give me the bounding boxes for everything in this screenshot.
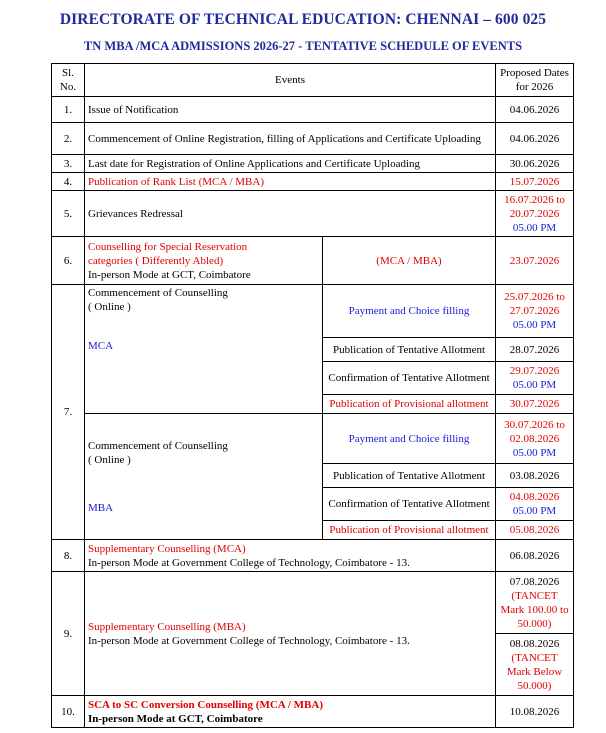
row-sl: 7. bbox=[52, 285, 85, 540]
date-time: 05.00 PM bbox=[512, 505, 557, 517]
table-row bbox=[52, 572, 574, 634]
row-date: 04.06.2026 bbox=[496, 123, 574, 155]
row-event bbox=[85, 572, 496, 696]
row-sl: 9. bbox=[52, 572, 85, 696]
mba-confirm: Confirmation of Tentative Allotment bbox=[323, 488, 496, 521]
row-date-a bbox=[496, 572, 574, 634]
mca-counselling-cell bbox=[85, 285, 323, 414]
row-event bbox=[85, 540, 496, 572]
mba-provisional-date: 05.08.2026 bbox=[496, 521, 574, 540]
date-line: 29.07.2026 bbox=[509, 365, 560, 377]
date-note: 50.000) bbox=[517, 679, 552, 692]
event-mode: In-person Mode at GCT, Coimbatore bbox=[88, 712, 263, 725]
row-sl: 8. bbox=[52, 540, 85, 572]
date-note: Mark 100.00 to bbox=[500, 603, 569, 616]
date-note: (TANCET bbox=[511, 651, 558, 664]
mca-tentative: Publication of Tentative Allotment bbox=[323, 338, 496, 362]
date-line: 02.08.2026 bbox=[509, 432, 560, 445]
mba-payment-date bbox=[496, 414, 574, 464]
mba-tentative: Publication of Tentative Allotment bbox=[323, 464, 496, 488]
event-mode: In-person Mode at Government College of Technology, Coimbatore - 13. bbox=[88, 634, 410, 647]
row-sl: 2. bbox=[52, 123, 85, 155]
row-event bbox=[85, 237, 323, 285]
row-event: Issue of Notification bbox=[85, 97, 496, 123]
date-time: 05.00 PM bbox=[512, 379, 557, 391]
date-time: 05.00 PM bbox=[512, 446, 557, 459]
date-line: 27.07.2026 bbox=[509, 305, 560, 317]
header-sl-no bbox=[52, 64, 85, 97]
event-mode: In-person Mode at GCT, Coimbatore bbox=[88, 268, 251, 281]
table-row bbox=[52, 540, 574, 572]
table-row bbox=[52, 123, 574, 155]
mca-confirm-date bbox=[496, 362, 574, 395]
date-line: 30.07.2026 to bbox=[504, 418, 565, 431]
row-event bbox=[85, 696, 496, 728]
row-date: 15.07.2026 bbox=[496, 173, 574, 191]
row-date-b bbox=[496, 634, 574, 696]
mba-commence-mode: ( Online ) bbox=[88, 454, 131, 466]
mca-payment: Payment and Choice filling bbox=[323, 285, 496, 338]
mba-tentative-date: 03.08.2026 bbox=[496, 464, 574, 488]
row-date: 30.06.2026 bbox=[496, 155, 574, 173]
table-row bbox=[52, 155, 574, 173]
date-line: 07.08.2026 bbox=[509, 575, 560, 588]
event-line: Supplementary Counselling (MBA) bbox=[88, 620, 246, 633]
row-date: 10.08.2026 bbox=[496, 696, 574, 728]
row-event: Grievances Redressal bbox=[85, 191, 496, 237]
row-course: (MCA / MBA) bbox=[323, 237, 496, 285]
header-events: Events bbox=[85, 64, 496, 97]
mca-tentative-date: 28.07.2026 bbox=[496, 338, 574, 362]
table-row bbox=[52, 696, 574, 728]
mca-provisional: Publication of Provisional allotment bbox=[323, 395, 496, 414]
mba-payment: Payment and Choice filling bbox=[323, 414, 496, 464]
event-line: Supplementary Counselling (MCA) bbox=[88, 542, 246, 555]
mca-label: MCA bbox=[88, 340, 114, 352]
table-row bbox=[52, 237, 574, 285]
page-title: DIRECTORATE OF TECHNICAL EDUCATION: CHENNAI – 600 025 bbox=[59, 11, 547, 28]
header-dates bbox=[496, 64, 574, 97]
row-event: Publication of Rank List (MCA / MBA) bbox=[85, 173, 496, 191]
table-header-row bbox=[52, 64, 574, 97]
table-row bbox=[52, 173, 574, 191]
date-line: 16.07.2026 to bbox=[504, 193, 565, 206]
mca-confirm: Confirmation of Tentative Allotment bbox=[323, 362, 496, 395]
header-no: No. bbox=[59, 81, 77, 93]
schedule-table bbox=[51, 63, 574, 728]
event-line: categories ( Differently Abled) bbox=[88, 254, 224, 267]
page-subtitle: TN MBA /MCA ADMISSIONS 2026-27 - TENTATIVE SCHEDULE OF EVENTS bbox=[83, 39, 523, 53]
date-note: (TANCET bbox=[511, 589, 558, 602]
table-row bbox=[52, 97, 574, 123]
row-sl: 10. bbox=[52, 696, 85, 728]
date-note: 50.000) bbox=[517, 617, 552, 630]
row-date: 06.08.2026 bbox=[496, 540, 574, 572]
date-note: Mark Below bbox=[506, 665, 563, 678]
mca-payment-date bbox=[496, 285, 574, 338]
table-row bbox=[52, 285, 574, 338]
row-sl: 3. bbox=[52, 155, 85, 173]
row-sl: 4. bbox=[52, 173, 85, 191]
date-line: 20.07.2026 bbox=[509, 207, 560, 220]
header-sl: Sl. bbox=[62, 67, 74, 79]
date-time: 05.00 PM bbox=[512, 221, 557, 234]
header-dates-line2: for 2026 bbox=[515, 81, 554, 93]
table-row bbox=[52, 414, 574, 464]
event-line: Counselling for Special Reservation bbox=[88, 240, 248, 253]
date-line: 08.08.2026 bbox=[509, 637, 560, 650]
row-sl: 6. bbox=[52, 237, 85, 285]
mba-commence: Commencement of Counselling bbox=[88, 440, 228, 452]
mba-label: MBA bbox=[88, 502, 114, 514]
row-date: 04.06.2026 bbox=[496, 97, 574, 123]
date-line: 25.07.2026 to bbox=[504, 291, 565, 303]
event-mode: In-person Mode at Government College of Technology, Coimbatore - 13. bbox=[88, 556, 410, 569]
table-row bbox=[52, 191, 574, 237]
row-date: 23.07.2026 bbox=[496, 237, 574, 285]
mba-provisional: Publication of Provisional allotment bbox=[323, 521, 496, 540]
mca-commence-mode: ( Online ) bbox=[88, 301, 131, 313]
event-line: SCA to SC Conversion Counselling (MCA / MBA) bbox=[88, 698, 323, 711]
mca-provisional-date: 30.07.2026 bbox=[496, 395, 574, 414]
mca-commence: Commencement of Counselling bbox=[88, 287, 228, 299]
row-date bbox=[496, 191, 574, 237]
mba-confirm-date bbox=[496, 488, 574, 521]
row-sl: 1. bbox=[52, 97, 85, 123]
row-sl: 5. bbox=[52, 191, 85, 237]
date-time: 05.00 PM bbox=[512, 319, 557, 331]
date-line: 04.08.2026 bbox=[509, 491, 560, 503]
row-event: Last date for Registration of Online Applications and Certificate Uploading bbox=[85, 155, 496, 173]
mba-counselling-cell bbox=[85, 414, 323, 540]
row-event: Commencement of Online Registration, filling of Applications and Certificate Uploading bbox=[85, 123, 496, 155]
header-dates-line1: Proposed Dates bbox=[500, 67, 569, 79]
